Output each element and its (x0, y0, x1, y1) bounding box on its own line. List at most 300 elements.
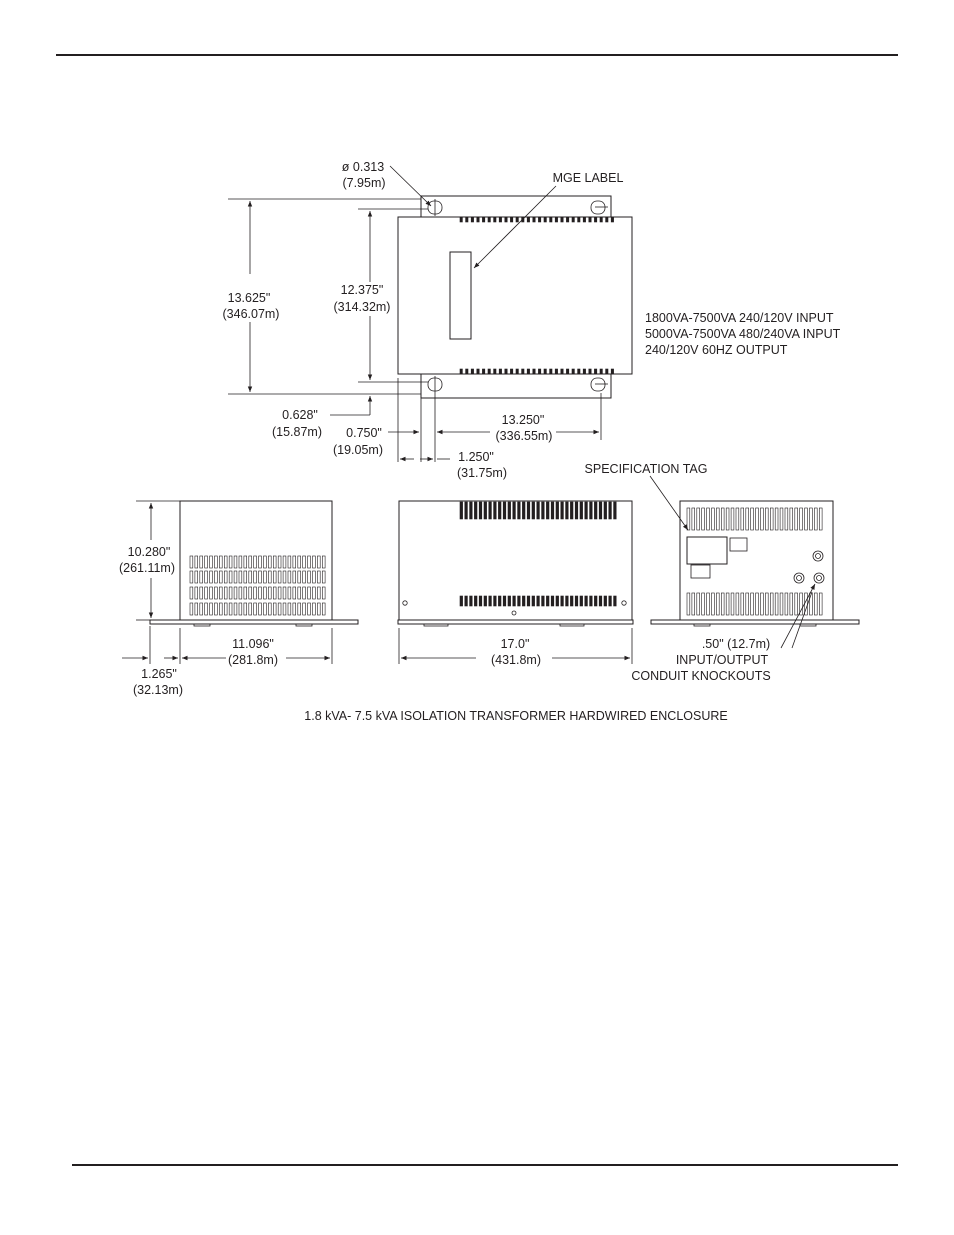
vent-slot (513, 502, 516, 519)
rating-line-2: 5000VA-7500VA 480/240VA INPUT (645, 327, 841, 341)
vent-slot (234, 571, 237, 583)
vent-slot (566, 596, 569, 606)
vent-slot (273, 587, 276, 599)
vent-slot (268, 556, 271, 568)
vent-slot (477, 369, 479, 374)
knockout-size-label: .50" (12.7m) (701, 637, 771, 651)
vent-slot (544, 369, 546, 374)
vent-slot (712, 593, 715, 615)
vent-slot (555, 217, 557, 222)
vent-slot (264, 571, 267, 583)
vent-slot (736, 508, 739, 530)
vent-slot (494, 217, 496, 222)
vent-slot (756, 508, 759, 530)
vent-slot (239, 603, 242, 615)
vent-slot (470, 502, 473, 519)
vent-slot (741, 508, 744, 530)
vent-slot (810, 508, 813, 530)
vent-slot (527, 502, 530, 519)
mge-label-callout: MGE LABEL (552, 171, 624, 185)
vent-slot (239, 587, 242, 599)
vent-slot (513, 596, 516, 606)
vent-slot (716, 508, 719, 530)
vent-slot (590, 502, 593, 519)
vent-slot (561, 217, 563, 222)
side-height-mm-label: (261.11m) (118, 561, 176, 575)
vent-slot (494, 369, 496, 374)
vent-slot (219, 587, 222, 599)
vent-slot (604, 596, 607, 606)
vent-slot (322, 571, 325, 583)
vent-slot (498, 596, 501, 606)
vent-slot (561, 596, 564, 606)
vent-slot (775, 593, 778, 615)
vent-slot (721, 508, 724, 530)
slot-offset-mm-label: (31.75m) (456, 466, 508, 480)
vent-slot (474, 596, 477, 606)
vent-slot (537, 502, 540, 519)
vent-slot (707, 508, 710, 530)
vent-slot (819, 593, 822, 615)
vent-slot (533, 369, 535, 374)
vent-slot (741, 593, 744, 615)
vent-slot (278, 603, 281, 615)
vent-slot (273, 571, 276, 583)
vent-slot (303, 571, 306, 583)
vent-slot (780, 593, 783, 615)
vent-slot (205, 556, 208, 568)
vent-slot (503, 596, 506, 606)
top-view-enclosure-body (398, 217, 632, 374)
vent-slot (273, 556, 276, 568)
vent-slot (556, 502, 559, 519)
vent-slot (195, 556, 198, 568)
vent-slot (570, 502, 573, 519)
vent-slot (224, 571, 227, 583)
vent-slot (516, 217, 518, 222)
vent-slot (510, 369, 512, 374)
vent-slot (609, 502, 612, 519)
vent-slot (264, 587, 267, 599)
vent-slot (190, 587, 193, 599)
vent-slot (234, 603, 237, 615)
vent-slot (687, 593, 690, 615)
vent-slot (555, 369, 557, 374)
vent-slot (583, 217, 585, 222)
vent-slot (712, 508, 715, 530)
vent-slot (268, 603, 271, 615)
vent-slot (205, 587, 208, 599)
vent-slot (578, 369, 580, 374)
vent-slot (575, 596, 578, 606)
vent-slot (538, 369, 540, 374)
vent-slot (215, 587, 218, 599)
vent-slot (731, 508, 734, 530)
vent-slot (687, 508, 690, 530)
vent-slot (465, 596, 468, 606)
vent-slot (488, 369, 490, 374)
vent-slot (283, 556, 286, 568)
vent-slot (542, 596, 545, 606)
vent-slot (494, 502, 497, 519)
vent-slot (268, 587, 271, 599)
vent-slot (322, 587, 325, 599)
vent-slot (589, 217, 591, 222)
side-depth-label: 11.096" (232, 637, 274, 651)
vent-slot (471, 369, 473, 374)
vent-slot (317, 603, 320, 615)
vent-slot (556, 596, 559, 606)
specification-tag-rect (687, 537, 727, 564)
vent-slot (293, 587, 296, 599)
vent-slot (765, 593, 768, 615)
front-vent-block-upper (460, 502, 616, 519)
vent-slot (264, 603, 267, 615)
vent-slot (522, 502, 525, 519)
vent-slot (726, 508, 729, 530)
vent-slot (477, 217, 479, 222)
side-depth-mm-label: (281.8m) (227, 653, 279, 667)
flange-mm-label: (32.13m) (132, 683, 184, 697)
vent-slot (195, 571, 198, 583)
vent-slot (234, 587, 237, 599)
vent-slot (594, 217, 596, 222)
front-view-base (398, 620, 633, 624)
vent-slot (474, 502, 477, 519)
vent-slot (288, 556, 291, 568)
vent-slot (522, 596, 525, 606)
vent-slot (254, 587, 257, 599)
vent-slot (785, 593, 788, 615)
vent-slot (508, 596, 511, 606)
vent-slot (751, 593, 754, 615)
side-vent-grid (190, 556, 325, 615)
vent-slot (702, 508, 705, 530)
vent-slot (572, 217, 574, 222)
front-width-label: 17.0" (500, 637, 530, 651)
vent-slot (561, 502, 564, 519)
vent-slot (224, 556, 227, 568)
vent-slot (288, 587, 291, 599)
vent-slot (770, 508, 773, 530)
vent-slot (731, 593, 734, 615)
vent-slot (234, 556, 237, 568)
vent-slot (200, 556, 203, 568)
vent-slot (460, 596, 463, 606)
vent-slot (249, 603, 252, 615)
vent-slot (268, 571, 271, 583)
vent-slot (229, 571, 232, 583)
vent-slot (726, 593, 729, 615)
vent-slot (575, 502, 578, 519)
vent-slot (210, 603, 213, 615)
vent-slot (566, 369, 568, 374)
vent-slot (489, 596, 492, 606)
slot-offset-label: 1.250" (458, 450, 494, 464)
vent-slot (210, 571, 213, 583)
front-view (398, 501, 633, 667)
vent-slot (604, 502, 607, 519)
vent-slot (600, 369, 602, 374)
vent-slot (205, 603, 208, 615)
end-view (585, 462, 859, 683)
vent-slot (594, 502, 597, 519)
vent-slot (244, 571, 247, 583)
vent-slot (580, 596, 583, 606)
vent-slot (746, 508, 749, 530)
vent-slot (551, 502, 554, 519)
vent-slot (313, 587, 316, 599)
side-offset-mm-label: (19.05m) (332, 443, 384, 457)
vent-slot (527, 217, 529, 222)
vent-slot (614, 596, 617, 606)
vent-slot (488, 217, 490, 222)
vent-slot (219, 603, 222, 615)
vent-slot (460, 502, 463, 519)
side-height-label: 10.280" (127, 545, 171, 559)
vent-slot (494, 596, 497, 606)
top-view (223, 160, 841, 480)
vent-slot (283, 587, 286, 599)
vent-slot (249, 571, 252, 583)
vent-slot (308, 556, 311, 568)
vent-slot (572, 369, 574, 374)
mount-height-label: 12.375" (340, 283, 384, 297)
vent-slot (503, 502, 506, 519)
vent-slot (542, 502, 545, 519)
vent-slot (716, 593, 719, 615)
vent-slot (518, 502, 521, 519)
vent-slot (479, 502, 482, 519)
bottom-offset-mm-label: (15.87m) (271, 425, 323, 439)
vent-slot (795, 508, 798, 530)
vent-slot (249, 587, 252, 599)
end-vent-row-lower (687, 593, 822, 615)
vent-slot (532, 596, 535, 606)
vent-slot (244, 587, 247, 599)
vent-slot (702, 593, 705, 615)
vent-slot (505, 217, 507, 222)
vent-slot (293, 571, 296, 583)
vent-slot (599, 502, 602, 519)
overall-height-mm-label: (346.07m) (222, 307, 280, 321)
vent-slot (215, 603, 218, 615)
vent-slot (298, 556, 301, 568)
flange-label: 1.265" (141, 667, 177, 681)
vent-slot (499, 369, 501, 374)
side-view (119, 501, 358, 697)
vent-slot (775, 508, 778, 530)
vent-slot (499, 217, 501, 222)
vent-slot (254, 556, 257, 568)
vent-slot (229, 556, 232, 568)
vent-slot (692, 508, 695, 530)
bottom-offset-label: 0.628" (282, 408, 318, 422)
vent-slot (692, 593, 695, 615)
vent-slot (583, 369, 585, 374)
vent-slot (770, 593, 773, 615)
vent-slot (561, 369, 563, 374)
vent-slot (537, 596, 540, 606)
vent-slot (795, 593, 798, 615)
vent-slot (721, 593, 724, 615)
vent-slot (259, 571, 262, 583)
vent-slot (195, 603, 198, 615)
vent-slot (215, 571, 218, 583)
vent-slot (697, 508, 700, 530)
vent-slot (466, 369, 468, 374)
vent-slot (551, 596, 554, 606)
vent-slot (589, 369, 591, 374)
vent-slot (527, 369, 529, 374)
vent-slot (498, 502, 501, 519)
vent-slot (532, 502, 535, 519)
vent-slot (611, 369, 613, 374)
vent-slot (317, 571, 320, 583)
vent-slot (244, 556, 247, 568)
vent-slot (814, 508, 817, 530)
vent-slot (219, 571, 222, 583)
vent-slot (303, 556, 306, 568)
vent-slot (544, 217, 546, 222)
vent-slot (614, 502, 617, 519)
vent-slot (293, 603, 296, 615)
vent-slot (805, 508, 808, 530)
vent-slot (465, 502, 468, 519)
vent-slot (317, 556, 320, 568)
vent-slot (288, 603, 291, 615)
vent-slot (298, 571, 301, 583)
vent-slot (600, 217, 602, 222)
vent-slot (761, 508, 764, 530)
vent-slot (283, 603, 286, 615)
vent-slot (489, 502, 492, 519)
vent-slot (313, 603, 316, 615)
front-width-mm-label: (431.8m) (490, 653, 542, 667)
vent-slot (533, 217, 535, 222)
vent-slot (298, 603, 301, 615)
vent-slot (484, 596, 487, 606)
vent-slot (278, 556, 281, 568)
vent-slot (599, 596, 602, 606)
vent-slot (746, 593, 749, 615)
vent-slot (697, 593, 700, 615)
conduit-knockout-icon (794, 551, 824, 583)
vent-slot (293, 556, 296, 568)
vent-slot (707, 593, 710, 615)
vent-slot (200, 603, 203, 615)
vent-slot (259, 603, 262, 615)
vent-slot (611, 217, 613, 222)
overall-height-label: 13.625" (227, 291, 271, 305)
vent-slot (800, 508, 803, 530)
vent-slot (761, 593, 764, 615)
vent-slot (460, 217, 462, 222)
vent-slot (482, 369, 484, 374)
side-view-base (150, 620, 358, 624)
vent-slot (317, 587, 320, 599)
vent-slot (244, 603, 247, 615)
vent-slot (308, 587, 311, 599)
vent-slot (516, 369, 518, 374)
vent-slot (790, 508, 793, 530)
vent-slot (819, 508, 822, 530)
vent-slot (785, 508, 788, 530)
vent-slot (264, 556, 267, 568)
vent-slot (790, 593, 793, 615)
vent-slot (546, 596, 549, 606)
vent-slot (219, 556, 222, 568)
vent-slot (765, 508, 768, 530)
vent-slot (756, 593, 759, 615)
vent-slot (210, 587, 213, 599)
vent-slot (585, 502, 588, 519)
drawing-caption: 1.8 kVA- 7.5 kVA ISOLATION TRANSFORMER HARDWIRED ENCLOSURE (304, 709, 728, 723)
vent-slot (585, 596, 588, 606)
vent-slot (200, 571, 203, 583)
vent-slot (810, 593, 813, 615)
vent-slot (550, 369, 552, 374)
vent-slot (303, 603, 306, 615)
front-vent-block-lower (460, 596, 616, 606)
vent-slot (479, 596, 482, 606)
vent-slot (736, 593, 739, 615)
vent-slot (205, 571, 208, 583)
vent-slot (210, 556, 213, 568)
vent-slot (254, 571, 257, 583)
end-vent-row-upper (687, 508, 822, 530)
vent-slot (484, 502, 487, 519)
hole-diameter-label: ø 0.313 (341, 160, 385, 174)
vent-slot (200, 587, 203, 599)
knockout-label-line-2: CONDUIT KNOCKOUTS (631, 669, 771, 683)
vent-slot (566, 502, 569, 519)
vent-slot (609, 596, 612, 606)
vent-slot (190, 603, 193, 615)
vent-slot (190, 571, 193, 583)
vent-slot (224, 587, 227, 599)
vent-slot (505, 369, 507, 374)
vent-slot (215, 556, 218, 568)
vent-slot (606, 217, 608, 222)
mount-width-label: 13.250" (501, 413, 545, 427)
vent-slot (322, 603, 325, 615)
vent-slot (580, 502, 583, 519)
vent-slot (471, 217, 473, 222)
vent-slot (527, 596, 530, 606)
vent-slot (313, 556, 316, 568)
vent-slot (751, 508, 754, 530)
rating-line-1: 1800VA-7500VA 240/120V INPUT (645, 311, 834, 325)
vent-slot (313, 571, 316, 583)
vent-slot (550, 217, 552, 222)
side-offset-label: 0.750" (346, 426, 382, 440)
vent-slot (195, 587, 198, 599)
vent-slot (578, 217, 580, 222)
vent-slot (566, 217, 568, 222)
mount-height-mm-label: (314.32m) (333, 300, 391, 314)
vent-slot (229, 603, 232, 615)
vent-slot (594, 596, 597, 606)
vent-slot (606, 369, 608, 374)
vent-slot (460, 369, 462, 374)
vent-slot (570, 596, 573, 606)
vent-slot (780, 508, 783, 530)
vent-slot (283, 571, 286, 583)
vent-slot (482, 217, 484, 222)
rating-line-3: 240/120V 60HZ OUTPUT (645, 343, 788, 357)
hole-diameter-mm-label: (7.95m) (342, 176, 386, 190)
